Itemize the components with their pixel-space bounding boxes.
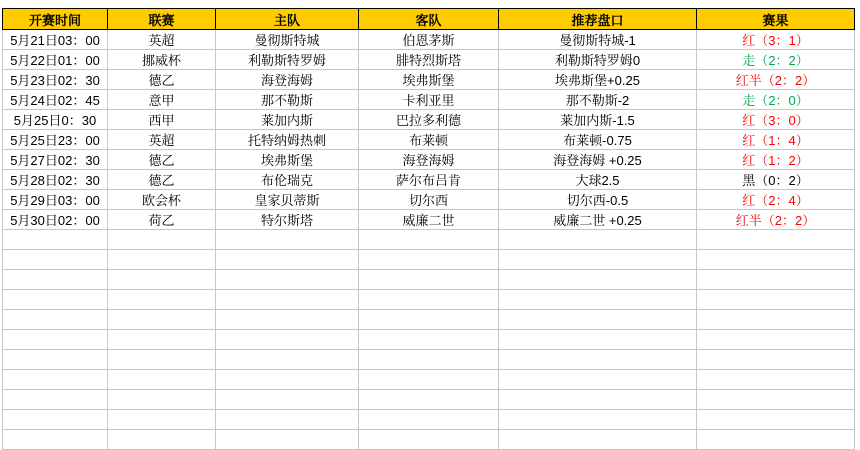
empty-cell[interactable]	[216, 330, 359, 350]
cell-result[interactable]: 走（2：0）	[697, 90, 855, 110]
empty-cell[interactable]	[697, 230, 855, 250]
empty-cell[interactable]	[697, 410, 855, 430]
empty-cell[interactable]	[697, 250, 855, 270]
empty-cell[interactable]	[3, 430, 108, 450]
cell-time[interactable]: 5月23日02：30	[3, 70, 108, 90]
empty-row	[3, 390, 855, 410]
empty-cell[interactable]	[3, 390, 108, 410]
cell-recommended-pick[interactable]: 海登海姆 +0.25	[499, 150, 697, 170]
empty-cell[interactable]	[499, 330, 697, 350]
cell-result[interactable]: 红（1：2）	[697, 150, 855, 170]
empty-cell[interactable]	[359, 350, 499, 370]
empty-row	[3, 310, 855, 330]
cell-league[interactable]: 德乙	[108, 70, 216, 90]
cell-time[interactable]: 5月25日0：30	[3, 110, 108, 130]
empty-cell[interactable]	[216, 290, 359, 310]
cell-home-team[interactable]: 那不勒斯	[216, 90, 359, 110]
cell-recommended-pick[interactable]: 大球2.5	[499, 170, 697, 190]
cell-time[interactable]: 5月29日03：00	[3, 190, 108, 210]
cell-home-team[interactable]: 利勒斯特罗姆	[216, 50, 359, 70]
empty-cell[interactable]	[108, 390, 216, 410]
cell-away-team[interactable]: 布莱顿	[359, 130, 499, 150]
empty-cell[interactable]	[697, 370, 855, 390]
cell-away-team[interactable]: 伯恩茅斯	[359, 30, 499, 50]
empty-cell[interactable]	[359, 310, 499, 330]
cell-away-team[interactable]: 威廉二世	[359, 210, 499, 230]
cell-home-team[interactable]: 特尔斯塔	[216, 210, 359, 230]
cell-home-team[interactable]: 托特纳姆热刺	[216, 130, 359, 150]
empty-cell[interactable]	[3, 230, 108, 250]
empty-cell[interactable]	[108, 310, 216, 330]
empty-cell[interactable]	[3, 370, 108, 390]
cell-league[interactable]: 欧会杯	[108, 190, 216, 210]
empty-cell[interactable]	[499, 270, 697, 290]
cell-result[interactable]: 红（3：0）	[697, 110, 855, 130]
empty-cell[interactable]	[697, 290, 855, 310]
cell-recommended-pick[interactable]: 那不勒斯-2	[499, 90, 697, 110]
empty-cell[interactable]	[359, 370, 499, 390]
empty-row	[3, 370, 855, 390]
empty-cell[interactable]	[216, 310, 359, 330]
empty-cell[interactable]	[108, 330, 216, 350]
empty-cell[interactable]	[359, 270, 499, 290]
column-header-league[interactable]: 联赛	[108, 9, 216, 30]
empty-cell[interactable]	[499, 230, 697, 250]
empty-cell[interactable]	[499, 430, 697, 450]
cell-time[interactable]: 5月28日02：30	[3, 170, 108, 190]
cell-time[interactable]: 5月21日03：00	[3, 30, 108, 50]
empty-cell[interactable]	[3, 310, 108, 330]
table-row	[3, 90, 855, 110]
cell-away-team[interactable]: 切尔西	[359, 190, 499, 210]
empty-cell[interactable]	[108, 430, 216, 450]
cell-recommended-pick[interactable]: 切尔西-0.5	[499, 190, 697, 210]
cell-away-team[interactable]: 巴拉多利德	[359, 110, 499, 130]
cell-result[interactable]: 红（3：1）	[697, 30, 855, 50]
cell-recommended-pick[interactable]: 莱加内斯-1.5	[499, 110, 697, 130]
empty-cell[interactable]	[3, 250, 108, 270]
empty-cell[interactable]	[359, 290, 499, 310]
empty-cell[interactable]	[3, 290, 108, 310]
table-row	[3, 150, 855, 170]
column-header-time[interactable]: 开赛时间	[3, 9, 108, 30]
table-row	[3, 50, 855, 70]
empty-row	[3, 410, 855, 430]
empty-cell[interactable]	[499, 370, 697, 390]
table-header-row	[3, 9, 855, 30]
cell-away-team[interactable]: 海登海姆	[359, 150, 499, 170]
empty-cell[interactable]	[216, 390, 359, 410]
cell-result[interactable]: 走（2：2）	[697, 50, 855, 70]
empty-cell[interactable]	[499, 350, 697, 370]
cell-league[interactable]: 英超	[108, 130, 216, 150]
empty-cell[interactable]	[3, 270, 108, 290]
empty-cell[interactable]	[216, 270, 359, 290]
empty-cell[interactable]	[216, 230, 359, 250]
empty-row	[3, 250, 855, 270]
column-header-away-team[interactable]: 客队	[359, 9, 499, 30]
cell-away-team[interactable]: 腓特烈斯塔	[359, 50, 499, 70]
cell-result[interactable]: 红半（2：2）	[697, 70, 855, 90]
empty-cell[interactable]	[359, 230, 499, 250]
empty-cell[interactable]	[697, 430, 855, 450]
empty-cell[interactable]	[3, 330, 108, 350]
cell-away-team[interactable]: 萨尔布吕肯	[359, 170, 499, 190]
empty-cell[interactable]	[108, 370, 216, 390]
empty-cell[interactable]	[108, 230, 216, 250]
column-header-recommended-pick[interactable]: 推荐盘口	[499, 9, 697, 30]
table-row	[3, 110, 855, 130]
empty-cell[interactable]	[359, 330, 499, 350]
empty-cell[interactable]	[108, 410, 216, 430]
empty-cell[interactable]	[216, 430, 359, 450]
cell-recommended-pick[interactable]: 曼彻斯特城-1	[499, 30, 697, 50]
cell-away-team[interactable]: 卡利亚里	[359, 90, 499, 110]
empty-cell[interactable]	[499, 310, 697, 330]
empty-cell[interactable]	[216, 350, 359, 370]
cell-recommended-pick[interactable]: 威廉二世 +0.25	[499, 210, 697, 230]
spreadsheet-canvas	[0, 8, 860, 449]
empty-cell[interactable]	[216, 370, 359, 390]
column-header-home-team[interactable]: 主队	[216, 9, 359, 30]
empty-cell[interactable]	[3, 350, 108, 370]
cell-league[interactable]: 挪威杯	[108, 50, 216, 70]
table-row	[3, 70, 855, 90]
cell-home-team[interactable]: 曼彻斯特城	[216, 30, 359, 50]
cell-recommended-pick[interactable]: 布莱顿-0.75	[499, 130, 697, 150]
cell-home-team[interactable]: 布伦瑞克	[216, 170, 359, 190]
cell-recommended-pick[interactable]: 利勒斯特罗姆0	[499, 50, 697, 70]
cell-away-team[interactable]: 埃弗斯堡	[359, 70, 499, 90]
empty-cell[interactable]	[108, 270, 216, 290]
cell-result[interactable]: 红半（2：2）	[697, 210, 855, 230]
empty-row	[3, 350, 855, 370]
cell-home-team[interactable]: 海登海姆	[216, 70, 359, 90]
empty-cell[interactable]	[499, 390, 697, 410]
cell-result[interactable]: 红（1：4）	[697, 130, 855, 150]
empty-row	[3, 270, 855, 290]
cell-home-team[interactable]: 皇家贝蒂斯	[216, 190, 359, 210]
cell-time[interactable]: 5月25日23：00	[3, 130, 108, 150]
empty-cell[interactable]	[359, 390, 499, 410]
empty-cell[interactable]	[697, 390, 855, 410]
empty-cell[interactable]	[359, 430, 499, 450]
cell-result[interactable]: 黑（0：2）	[697, 170, 855, 190]
empty-cell[interactable]	[499, 250, 697, 270]
match-results-table	[2, 8, 855, 450]
cell-league[interactable]: 英超	[108, 30, 216, 50]
cell-league[interactable]: 德乙	[108, 170, 216, 190]
cell-time[interactable]: 5月24日02：45	[3, 90, 108, 110]
table-row	[3, 190, 855, 210]
cell-time[interactable]: 5月30日02：00	[3, 210, 108, 230]
column-header-result[interactable]: 赛果	[697, 9, 855, 30]
empty-cell[interactable]	[697, 350, 855, 370]
table-row	[3, 210, 855, 230]
empty-cell[interactable]	[3, 410, 108, 430]
empty-row	[3, 230, 855, 250]
table-row	[3, 170, 855, 190]
table-row	[3, 30, 855, 50]
empty-cell[interactable]	[499, 410, 697, 430]
cell-home-team[interactable]: 埃弗斯堡	[216, 150, 359, 170]
cell-league[interactable]: 德乙	[108, 150, 216, 170]
cell-recommended-pick[interactable]: 埃弗斯堡+0.25	[499, 70, 697, 90]
cell-league[interactable]: 意甲	[108, 90, 216, 110]
empty-cell[interactable]	[499, 290, 697, 310]
empty-cell[interactable]	[697, 310, 855, 330]
empty-row	[3, 290, 855, 310]
empty-cell[interactable]	[216, 410, 359, 430]
empty-cell[interactable]	[216, 250, 359, 270]
table-row	[3, 130, 855, 150]
empty-row	[3, 430, 855, 450]
cell-home-team[interactable]: 莱加内斯	[216, 110, 359, 130]
empty-cell[interactable]	[108, 250, 216, 270]
table-body	[3, 30, 855, 450]
cell-league[interactable]: 荷乙	[108, 210, 216, 230]
empty-cell[interactable]	[108, 350, 216, 370]
empty-cell[interactable]	[697, 270, 855, 290]
cell-time[interactable]: 5月27日02：30	[3, 150, 108, 170]
empty-row	[3, 330, 855, 350]
empty-cell[interactable]	[108, 290, 216, 310]
empty-cell[interactable]	[359, 410, 499, 430]
cell-time[interactable]: 5月22日01：00	[3, 50, 108, 70]
empty-cell[interactable]	[697, 330, 855, 350]
empty-cell[interactable]	[359, 250, 499, 270]
cell-result[interactable]: 红（2：4）	[697, 190, 855, 210]
cell-league[interactable]: 西甲	[108, 110, 216, 130]
